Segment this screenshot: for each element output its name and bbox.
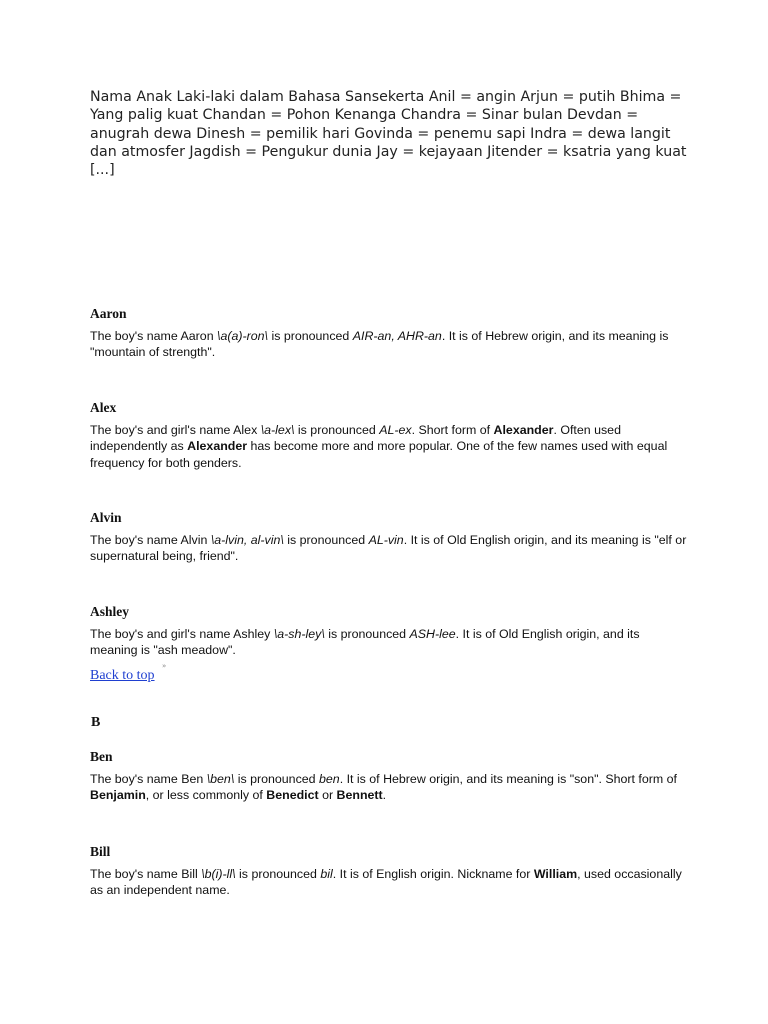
section-heading-b: B	[91, 715, 101, 730]
intro-paragraph: Nama Anak Laki-laki dalam Bahasa Sansekerta Anil = angin Arjun = putih Bhima = Yang palig kuat Chandan = Pohon Kenanga Chandra = Sinar bulan Devdan = anugrah dewa Dinesh = pemilik hari Govinda = penemu sapi Indra = dewa langit dan atmosfer Jagdish = Pengukur dunia Jay = kejayaan Jitender = ksatria yang kuat [...]	[90, 89, 687, 179]
entry-title-ashley: Ashley	[90, 604, 130, 619]
back-to-top-link[interactable]: Back to top	[90, 668, 155, 683]
entry-desc-alvin: The boy's name Alvin \a-lvin, al-vin\ is pronounced AL-vin. It is of Old English origin, and its meaning is "elf or supernatural being, friend".	[90, 533, 687, 564]
entry-desc-ben: The boy's name Ben \ben\ is pronounced ben. It is of Hebrew origin, and its meaning is "son". Short form of Benjamin, or less commonly of Benedict or Bennett.	[90, 772, 677, 803]
entry-desc-aaron: The boy's name Aaron \a(a)-ron\ is pronounced AIR-an, AHR-an. It is of Hebrew origin, and its meaning is "mountain of strength".	[90, 329, 669, 360]
entry-desc-bill: The boy's name Bill \b(i)-ll\ is pronounced bil. It is of English origin. Nickname for William, used occasionally as an independent name.	[90, 867, 682, 898]
entry-title-ben: Ben	[90, 749, 113, 764]
entry-desc-ashley: The boy's and girl's name Ashley \a-sh-ley\ is pronounced ASH-lee. It is of Old English origin, and its meaning is "ash meadow".	[90, 627, 640, 658]
entry-title-alex: Alex	[90, 400, 117, 415]
entry-title-alvin: Alvin	[90, 510, 122, 525]
back-to-top-icon: »	[162, 662, 167, 670]
entry-desc-alex: The boy's and girl's name Alex \a-lex\ is pronounced AL-ex. Short form of Alexander. Often used independently as Alexander has become more and more popular. One of the few names used with equal frequency for both genders.	[90, 423, 668, 470]
entry-title-aaron: Aaron	[90, 306, 127, 321]
entry-title-bill: Bill	[90, 844, 111, 859]
